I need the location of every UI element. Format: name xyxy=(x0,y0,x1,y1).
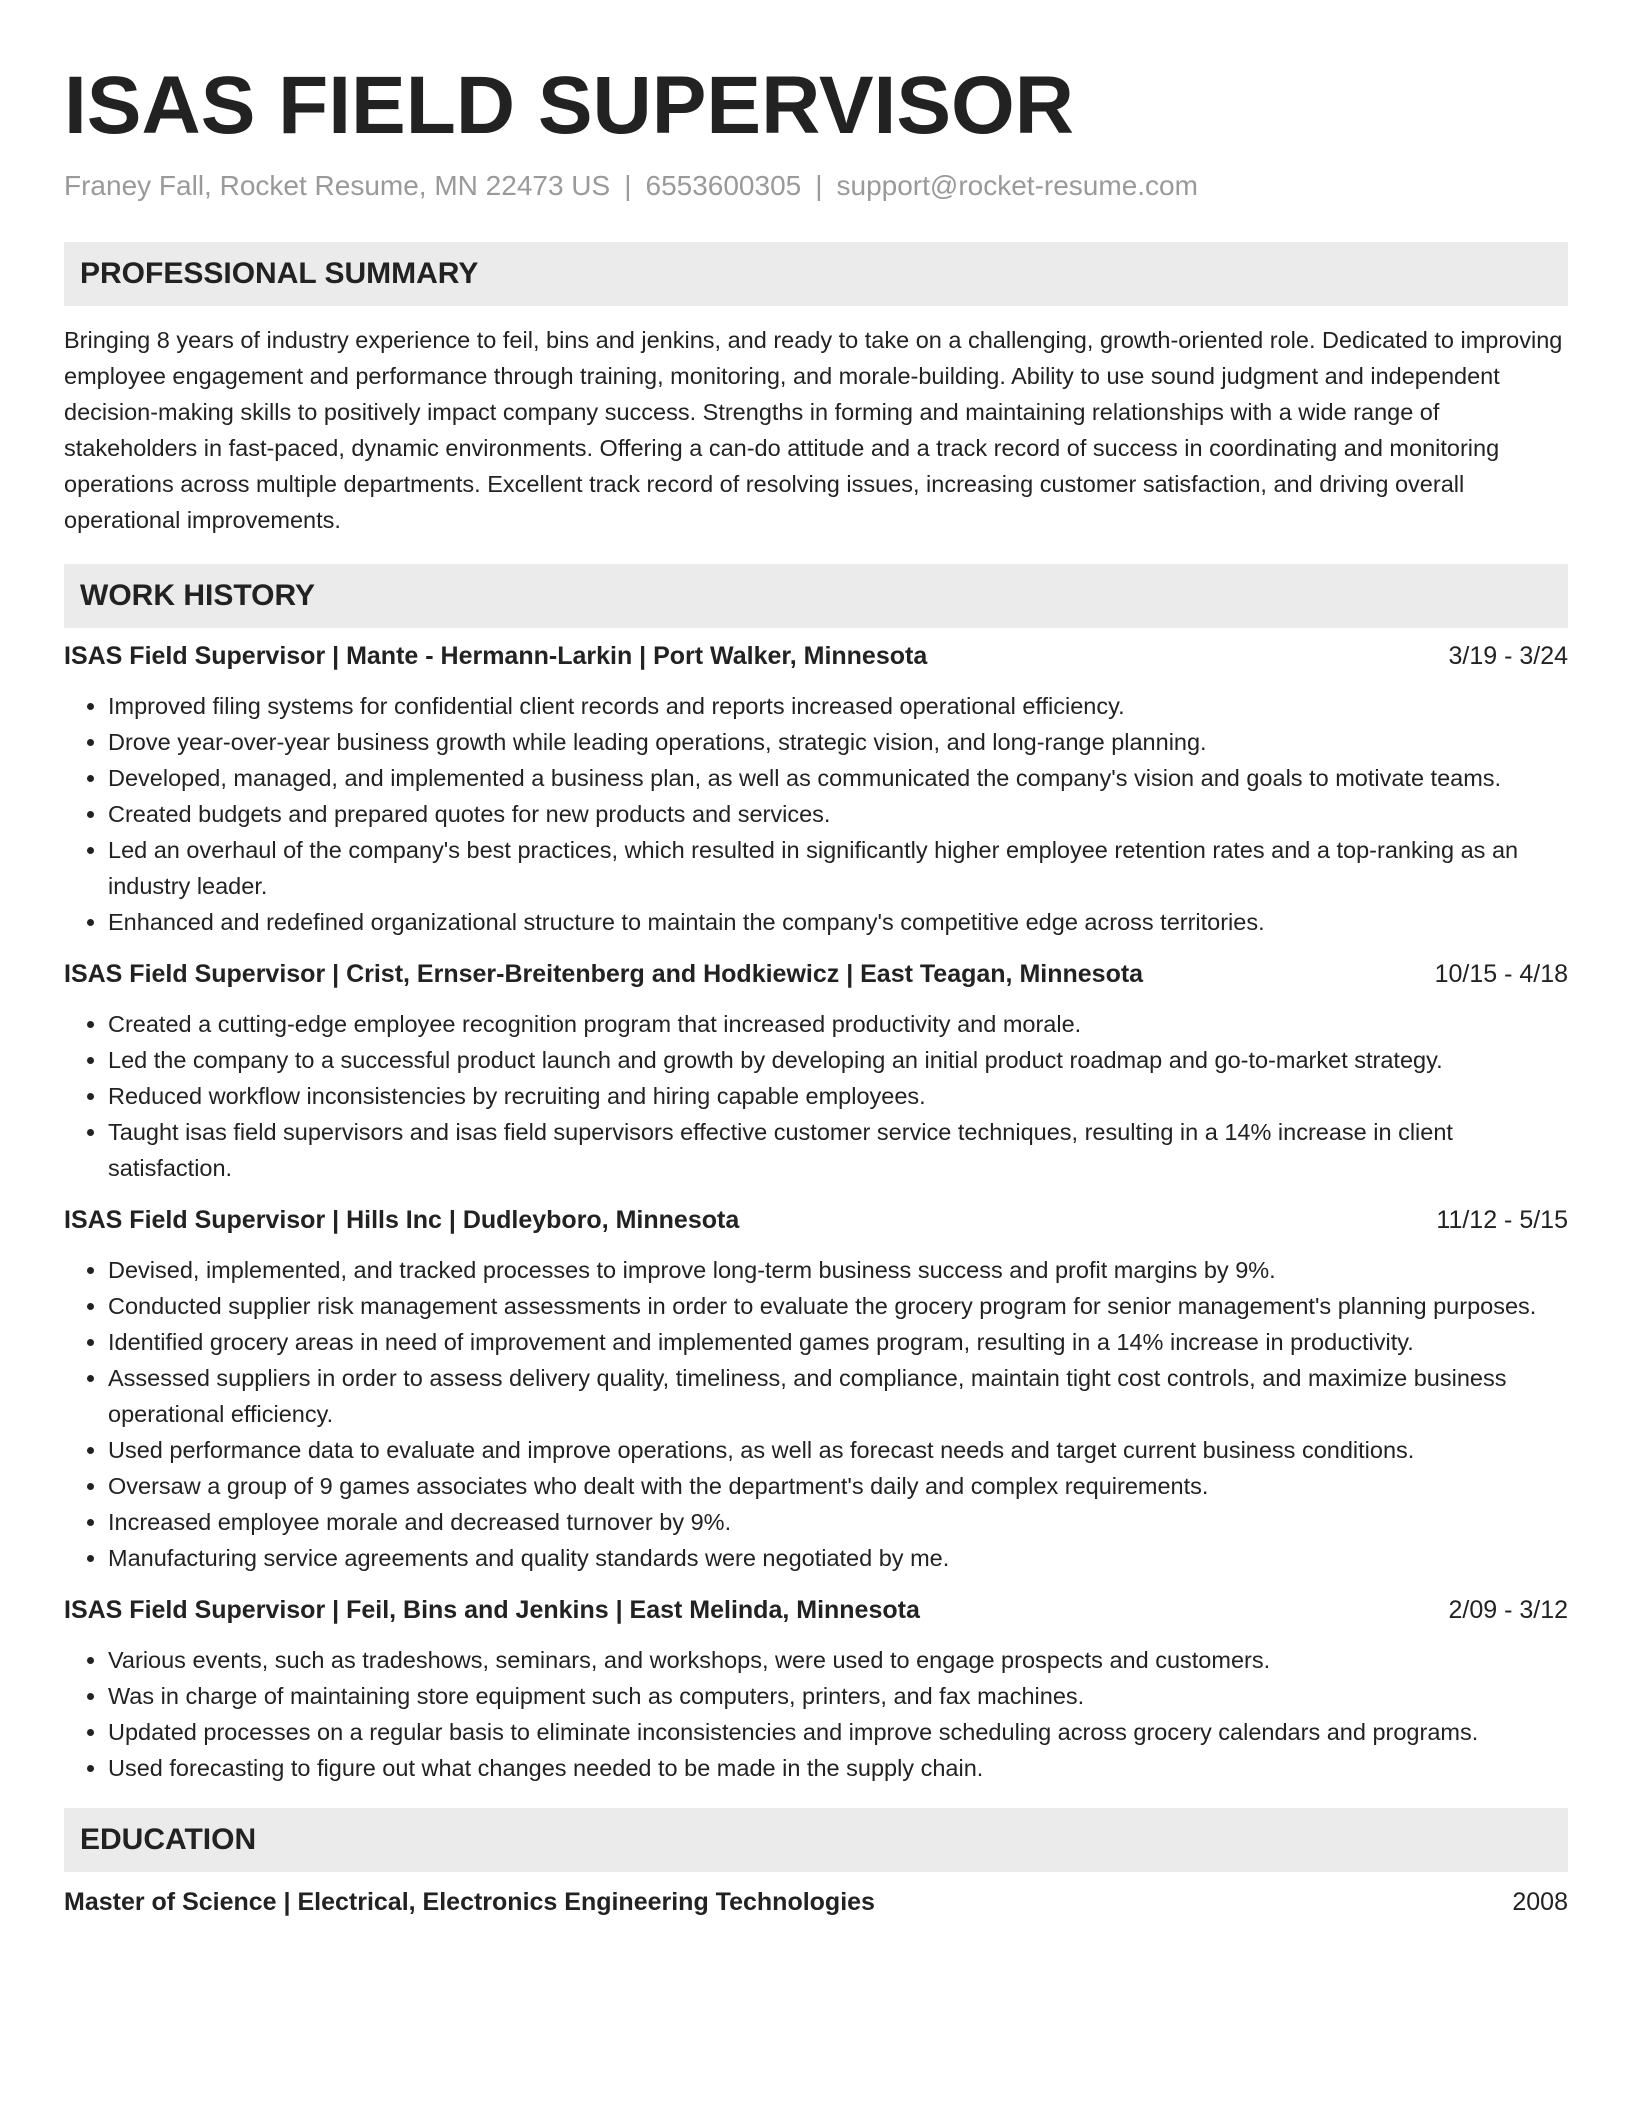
job-entry xyxy=(64,1592,1568,1786)
job-header xyxy=(64,638,1568,674)
job-entry xyxy=(64,1202,1568,1576)
summary-heading: PROFESSIONAL SUMMARY xyxy=(64,242,1568,306)
summary-text: Bringing 8 years of industry experience to feil, bins and jenkins, and ready to take on a challenging, growth-oriented role. Dedicated to improving employee engagement and performance through training, monitoring, and morale-building. Ability to use sound judgment and independent decision-making skills to positively impact company success. Strengths in forming and maintaining relationships with a wide range of stakeholders in fast-paced, dynamic environments. Offering a can-do attitude and a track record of success in coordinating and monitoring operations across multiple departments. Excellent track record of resolving issues, increasing customer satisfaction, and driving overall operational improvements. xyxy=(64,327,1563,533)
job-bullet: • Reduced workflow inconsistencies by recruiting and hiring capable employees. xyxy=(108,1078,1568,1114)
job-bullet: • Updated processes on a regular basis to eliminate inconsistencies and improve scheduling across grocery calendars and programs. xyxy=(108,1714,1568,1750)
job-bullets xyxy=(64,1642,1568,1786)
job-bullet: • Various events, such as tradeshows, seminars, and workshops, were used to engage prospects and customers. xyxy=(108,1642,1568,1678)
contact-address: Franey Fall, Rocket Resume, MN 22473 US xyxy=(64,170,611,201)
contact-email: support@rocket-resume.com xyxy=(836,170,1198,201)
job-bullets xyxy=(64,688,1568,940)
contact-separator: | xyxy=(815,170,823,201)
job-bullet: • Used performance data to evaluate and improve operations, as well as forecast needs and target current business conditions. xyxy=(108,1432,1568,1468)
education-entry xyxy=(64,1884,1568,1920)
job-bullet: • Improved filing systems for confidential client records and reports increased operational efficiency. xyxy=(108,688,1568,724)
job-bullets xyxy=(64,1006,1568,1186)
job-bullet: • Created budgets and prepared quotes for new products and services. xyxy=(108,796,1568,832)
job-bullet: • Used forecasting to figure out what changes needed to be made in the supply chain. xyxy=(108,1750,1568,1786)
resume-name: ISAS FIELD SUPERVISOR xyxy=(64,60,1075,151)
job-header xyxy=(64,956,1568,992)
job-entry xyxy=(64,638,1568,940)
job-header xyxy=(64,1202,1568,1238)
job-title: ISAS Field Supervisor | Feil, Bins and Jenkins | East Melinda, Minnesota xyxy=(64,1596,920,1624)
contact-separator: | xyxy=(624,170,632,201)
job-bullet: • Led the company to a successful product launch and growth by developing an initial product roadmap and go-to-market strategy. xyxy=(108,1042,1568,1078)
contact-phone: 6553600305 xyxy=(645,170,802,201)
job-bullet: • Manufacturing service agreements and quality standards were negotiated by me. xyxy=(108,1540,1568,1576)
job-dates: 3/19 - 3/24 xyxy=(1448,642,1568,670)
job-title: ISAS Field Supervisor | Hills Inc | Dudleyboro, Minnesota xyxy=(64,1206,740,1234)
job-dates: 2/09 - 3/12 xyxy=(1448,1596,1568,1624)
contact-line xyxy=(64,168,1568,204)
job-bullet: • Assessed suppliers in order to assess delivery quality, timeliness, and compliance, maintain tight cost controls, and maximize business operational efficiency. xyxy=(108,1360,1568,1432)
job-bullet: • Enhanced and redefined organizational structure to maintain the company's competitive edge across territories. xyxy=(108,904,1568,940)
job-bullet: • Developed, managed, and implemented a business plan, as well as communicated the company's vision and goals to motivate teams. xyxy=(108,760,1568,796)
job-title: ISAS Field Supervisor | Mante - Hermann-Larkin | Port Walker, Minnesota xyxy=(64,642,928,670)
education-heading: EDUCATION xyxy=(64,1808,1568,1872)
education-degree: Master of Science | Electrical, Electronics Engineering Technologies xyxy=(64,1888,875,1916)
job-bullet: • Increased employee morale and decreased turnover by 9%. xyxy=(108,1504,1568,1540)
education-year: 2008 xyxy=(1512,1888,1568,1916)
job-title: ISAS Field Supervisor | Crist, Ernser-Breitenberg and Hodkiewicz | East Teagan, Minnesota xyxy=(64,960,1144,988)
job-bullet: • Devised, implemented, and tracked processes to improve long-term business success and profit margins by 9%. xyxy=(108,1252,1568,1288)
job-bullet: • Conducted supplier risk management assessments in order to evaluate the grocery program for senior management's planning purposes. xyxy=(108,1288,1568,1324)
job-bullet: • Led an overhaul of the company's best practices, which resulted in significantly higher employee retention rates and a top-ranking as an industry leader. xyxy=(108,832,1568,904)
job-bullet: • Created a cutting-edge employee recognition program that increased productivity and morale. xyxy=(108,1006,1568,1042)
job-entry xyxy=(64,956,1568,1186)
job-header xyxy=(64,1592,1568,1628)
job-bullet: • Oversaw a group of 9 games associates who dealt with the department's daily and complex requirements. xyxy=(108,1468,1568,1504)
job-bullet: • Taught isas field supervisors and isas field supervisors effective customer service techniques, resulting in a 14% increase in client satisfaction. xyxy=(108,1114,1568,1186)
job-bullets xyxy=(64,1252,1568,1576)
job-bullet: • Drove year-over-year business growth while leading operations, strategic vision, and long-range planning. xyxy=(108,724,1568,760)
job-dates: 10/15 - 4/18 xyxy=(1434,960,1568,988)
job-dates: 11/12 - 5/15 xyxy=(1436,1206,1568,1234)
job-bullet: • Was in charge of maintaining store equipment such as computers, printers, and fax machines. xyxy=(108,1678,1568,1714)
job-bullet: • Identified grocery areas in need of improvement and implemented games program, resulting in a 14% increase in productivity. xyxy=(108,1324,1568,1360)
work-history-heading: WORK HISTORY xyxy=(64,564,1568,628)
